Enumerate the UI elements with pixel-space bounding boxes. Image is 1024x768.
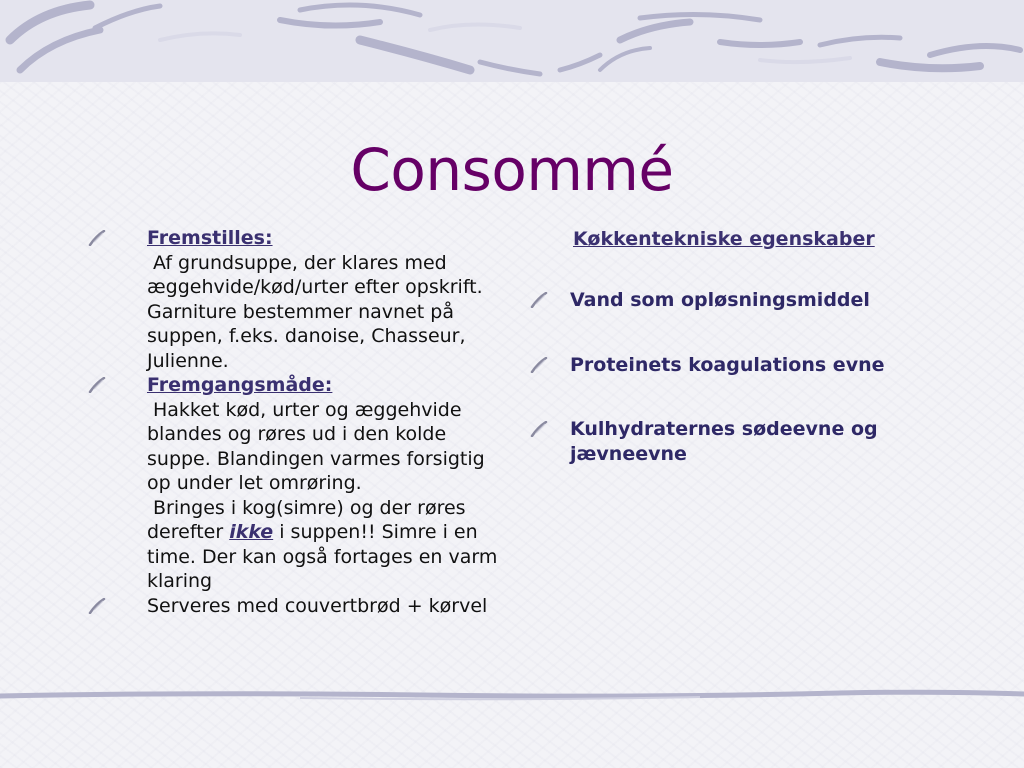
heading-fremgangsmaade: Fremgangsmåde: — [147, 374, 333, 396]
brush-strokes-decoration — [0, 0, 1024, 82]
heading-koekkentekniske: Køkkentekniske egenskaber — [573, 228, 875, 250]
quill-bullet-icon — [88, 230, 106, 246]
list-item — [530, 417, 930, 466]
bullet-fremgangsmaade — [88, 373, 500, 398]
quill-bullet-icon — [530, 357, 548, 373]
quill-bullet-icon — [530, 292, 548, 308]
quill-bullet-icon — [88, 598, 106, 614]
right-column — [530, 228, 930, 506]
list-item — [530, 353, 930, 378]
heading-fremstilles: Fremstilles: — [147, 227, 273, 249]
paragraph-fremgangsmaade — [88, 398, 500, 496]
list-item — [530, 288, 930, 313]
paragraph-text: i suppen!! Simre i en time. Der kan også fortages en varm klaring — [147, 521, 498, 592]
list-item-text: Vand som opløsningsmiddel — [570, 289, 870, 311]
slide-title: Consommé — [350, 136, 674, 204]
paragraph-text: Af grundsuppe, der klares med æggehvide/kød/urter efter opskrift. Garniture bestemmer navnet på suppen, f.eks. danoise, Chasseur, Julienne. — [147, 251, 483, 372]
brush-line-decoration — [0, 684, 1024, 708]
paragraph-text: Bringes i kog(simre) og der røres derefter — [147, 496, 466, 543]
bullet-text: Serveres med couvertbrød + kørvel — [147, 594, 488, 617]
list-item-text: Proteinets koagulations evne — [570, 353, 885, 376]
bullet-fremstilles — [88, 226, 500, 251]
emphasis-ikke: ikke — [229, 521, 274, 543]
decorative-bottom-line — [0, 684, 1024, 708]
bullet-serveres — [88, 594, 500, 619]
paragraph-text: Hakket kød, urter og æggehvide blandes og røres ud i den kolde suppe. Blandingen varmes forsigtig op under let omrøring. — [147, 398, 485, 494]
quill-bullet-icon — [530, 421, 548, 437]
decorative-top-band — [0, 0, 1024, 82]
paragraph-fremstilles — [88, 251, 500, 374]
left-column — [88, 226, 500, 618]
quill-bullet-icon — [88, 377, 106, 393]
paragraph-bringes — [88, 496, 500, 594]
list-item-text: Kulhydraternes sødeevne og jævneevne — [570, 418, 878, 465]
